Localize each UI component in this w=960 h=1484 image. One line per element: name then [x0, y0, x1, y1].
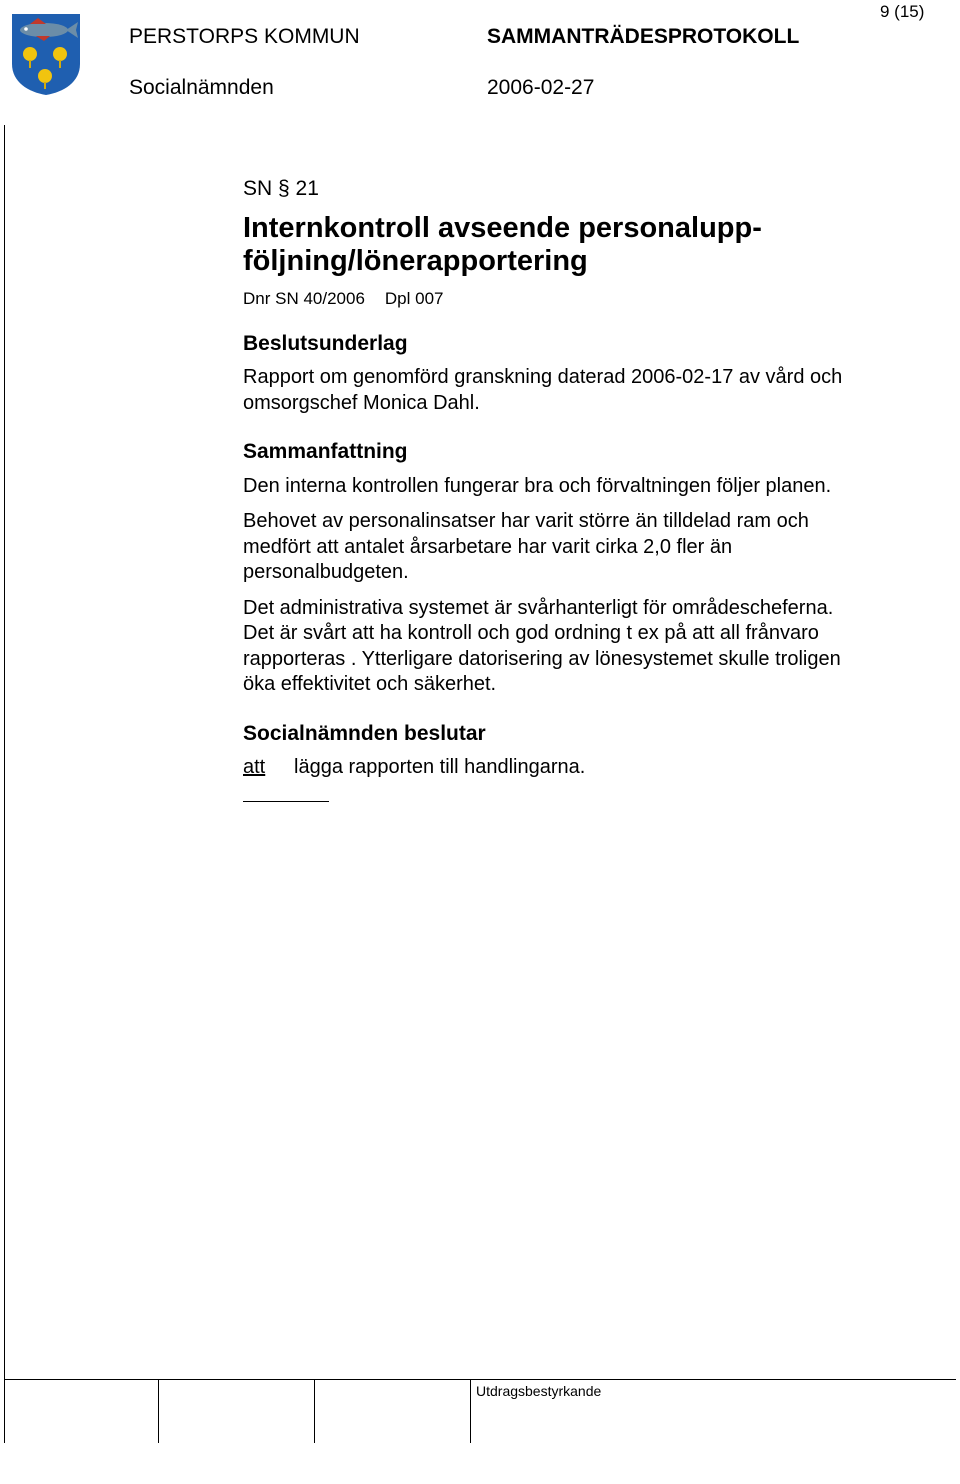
certification-label: Utdragsbestyrkande [476, 1383, 602, 1399]
protocol-section [243, 176, 843, 802]
section-end-line [243, 801, 329, 802]
section-title-line-1: Internkontroll avseende personalupp- [243, 211, 762, 244]
section-number: SN § 21 [243, 177, 319, 200]
section-title [243, 212, 843, 278]
summary-heading: Sammanfattning [243, 440, 408, 463]
page-number: 9 (15) [880, 2, 925, 21]
left-margin-rule [4, 125, 5, 1443]
decision-heading: Socialnämnden beslutar [243, 721, 486, 745]
signature-box-divider [470, 1380, 471, 1443]
committee-name: Socialnämnden [129, 76, 274, 99]
decision-clause [243, 755, 843, 781]
reference-line [243, 288, 843, 310]
footer-top-rule [4, 1379, 956, 1380]
organization-name: PERSTORPS KOMMUN [129, 25, 360, 48]
summary-paragraph: Behovet av personalinsatser har varit större än tilldelad ram och medfört att antalet årsarbetare har varit cirka 2,0 fler än personalbudgeten. [243, 510, 809, 583]
signature-box-divider [314, 1380, 315, 1443]
document-type: SAMMANTRÄDESPROTOKOLL [487, 25, 800, 48]
meeting-date: 2006-02-27 [487, 76, 595, 99]
decision-prefix: att [243, 756, 266, 778]
decision-text: lägga rapporten till handlingarna. [294, 756, 586, 778]
section-title-line-2: följning/lönerapportering [243, 244, 588, 277]
dnr-reference: Dnr SN 40/2006 [243, 288, 365, 308]
dpl-reference: Dpl 007 [384, 288, 444, 308]
basis-text: Rapport om genomförd granskning daterad 2006-02-17 av vård och omsorgschef Monica Dahl. [243, 366, 843, 414]
basis-heading: Beslutsunderlag [243, 331, 408, 355]
summary-paragraph: Det administrativa systemet är svårhanterligt för områdescheferna. Det är svårt att ha kontroll och god ordning t ex på att all frånvaro rapporteras . Ytterligare datorisering av lönesystemet skulle troligen öka effektivitet och säkerhet. [243, 596, 841, 695]
summary-paragraph: Den interna kontrollen fungerar bra och förvaltningen följer planen. [243, 474, 832, 497]
municipal-crest-icon [10, 12, 82, 96]
signature-box-divider [158, 1380, 159, 1443]
